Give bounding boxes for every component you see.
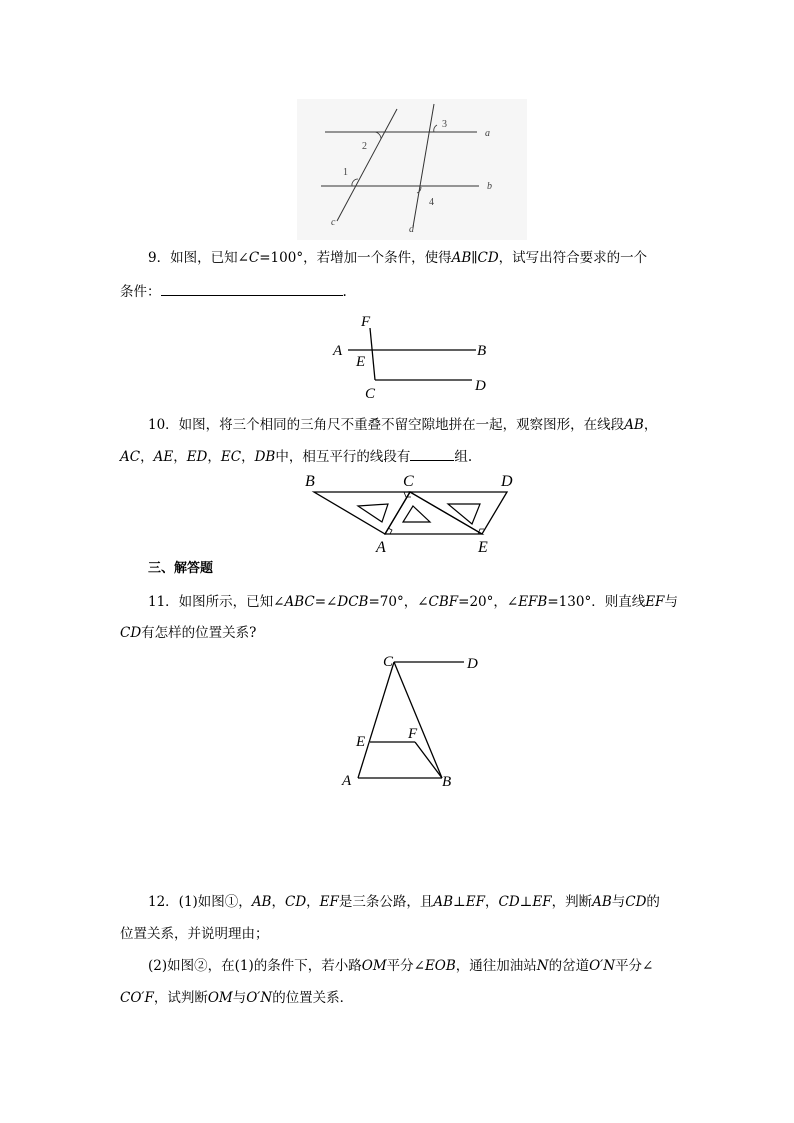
q10-line1 <box>148 415 657 435</box>
label-E: E <box>356 354 366 370</box>
comma: ， <box>271 894 285 910</box>
perp-symbol: ⊥ <box>519 894 533 910</box>
q9-text: ，试写出符合要求的一个 <box>498 250 648 266</box>
q12-text: ，通往加油站 <box>455 958 537 974</box>
q10-text: 10．如图，将三个相同的三角尺不重叠不留空隙地拼在一起，观察图形，在线段 <box>148 417 625 433</box>
q10-text: 中，相互平行的线段有 <box>275 449 411 465</box>
label-b: b <box>487 181 492 192</box>
q11-text: 有怎样的位置关系? <box>141 625 257 641</box>
var-om: OM <box>361 958 387 974</box>
var-cbf: CBF <box>428 594 459 610</box>
q9-text: 9．如图，已知∠ <box>148 250 249 266</box>
label-B: B <box>442 774 452 790</box>
q12-text: 与 <box>232 990 247 1006</box>
label-2: 2 <box>362 141 367 152</box>
answer-blank-q10[interactable] <box>410 446 454 461</box>
figure-q9 <box>330 310 500 402</box>
comma: ， <box>241 449 255 465</box>
comma: ， <box>140 449 154 465</box>
perp-symbol: ⊥ <box>453 894 466 910</box>
var-ef: EF <box>532 894 552 910</box>
q10-line2 <box>120 446 472 467</box>
label-C: C <box>403 473 414 490</box>
var-ae: AE <box>153 449 174 465</box>
label-C: C <box>383 654 394 670</box>
label-C: C <box>365 386 376 402</box>
var-abc: ABC <box>284 594 315 610</box>
var-cd: CD <box>625 894 647 910</box>
q12-text: 是三条公路，且 <box>338 894 434 910</box>
q12-text: 平分∠ <box>615 958 654 974</box>
comma: ， <box>207 449 221 465</box>
label-D: D <box>501 473 513 490</box>
comma: ， <box>484 894 499 910</box>
label-F: F <box>408 726 418 742</box>
label-d: d <box>409 224 414 235</box>
figure-q11 <box>338 650 488 792</box>
var-ab: AB <box>592 894 612 910</box>
comma: ， <box>306 894 320 910</box>
q12-text: 的 <box>646 894 660 910</box>
figure-set-squares <box>300 470 528 556</box>
var-n: N <box>536 958 549 974</box>
q12-text: ，试判断 <box>153 990 208 1006</box>
var-ef: EF <box>645 594 665 610</box>
label-4: 4 <box>429 197 434 208</box>
answer-blank-q9[interactable] <box>161 281 343 296</box>
q11-text: =70°，∠ <box>368 594 429 610</box>
q10-text: 组. <box>454 449 473 465</box>
q12-text: ，判断 <box>551 894 593 910</box>
q9-text: . <box>342 284 347 300</box>
q12-text: 的位置关系． <box>272 990 354 1006</box>
var-eob: EOB <box>424 958 456 974</box>
var-ef: EF <box>319 894 339 910</box>
var-ab: AB <box>251 894 272 910</box>
q10-text: ， <box>643 417 658 433</box>
q12-text: 的岔道 <box>548 958 590 974</box>
var-db: DB <box>254 449 276 465</box>
var-c: C <box>248 250 260 266</box>
q9-text: =100°，若增加一个条件，使得 <box>259 250 452 266</box>
q11-text: =∠ <box>314 594 338 610</box>
label-c: c <box>331 217 336 228</box>
q9-text: 条件： <box>120 284 161 300</box>
q12-line3 <box>148 956 653 976</box>
var-ef: EF <box>465 894 485 910</box>
var-on: O′N <box>246 990 273 1006</box>
q12-text: 12．(1)如图①， <box>148 894 252 910</box>
var-ed: ED <box>186 449 208 465</box>
var-cd: CD <box>284 894 307 910</box>
q11-line1 <box>148 592 678 612</box>
q9-line1 <box>148 248 647 268</box>
label-A: A <box>342 773 352 789</box>
q12-text: 平分∠ <box>386 958 425 974</box>
var-ab: AB <box>624 417 644 433</box>
label-E: E <box>478 539 488 556</box>
comma: ， <box>173 449 187 465</box>
var-cd: CD <box>120 625 142 641</box>
var-dcb: DCB <box>337 594 369 610</box>
var-efb: EFB <box>518 594 548 610</box>
var-ec: EC <box>220 449 242 465</box>
var-on: O′N <box>589 958 616 974</box>
q12-text: (2)如图②，在(1)的条件下，若小路 <box>148 958 362 974</box>
q12-line1 <box>148 892 660 912</box>
section-heading: 三、解答题 <box>148 561 214 576</box>
figure-parallel-lines-abcd <box>297 99 527 240</box>
label-D: D <box>467 656 478 672</box>
var-ab: AB <box>433 894 454 910</box>
label-3: 3 <box>442 119 447 130</box>
q12-line4 <box>120 988 353 1008</box>
var-cd: CD <box>498 894 520 910</box>
label-1: 1 <box>343 167 348 178</box>
var-om: OM <box>207 990 233 1006</box>
label-A: A <box>376 539 386 556</box>
q11-text: 与 <box>664 594 678 610</box>
q11-text: 11．如图所示，已知∠ <box>148 594 285 610</box>
q11-text: =20°，∠ <box>458 594 519 610</box>
q12-line2: 位置关系，并说明理由； <box>120 926 269 942</box>
q11-text: =130°．则直线 <box>547 594 646 610</box>
var-ac: AC <box>120 449 141 465</box>
label-B: B <box>305 473 315 490</box>
label-F: F <box>361 314 371 330</box>
var-cd: CD <box>477 250 499 266</box>
label-a: a <box>485 128 490 139</box>
parallel-symbol: ∥ <box>471 250 478 266</box>
q9-line2 <box>120 281 347 302</box>
var-cof: CO′F <box>120 990 154 1006</box>
label-A: A <box>333 343 343 359</box>
label-E: E <box>356 734 366 750</box>
q12-text: 与 <box>611 894 626 910</box>
q11-line2 <box>120 623 256 643</box>
var-ab: AB <box>451 250 472 266</box>
label-D: D <box>475 378 486 394</box>
label-B: B <box>477 343 487 359</box>
